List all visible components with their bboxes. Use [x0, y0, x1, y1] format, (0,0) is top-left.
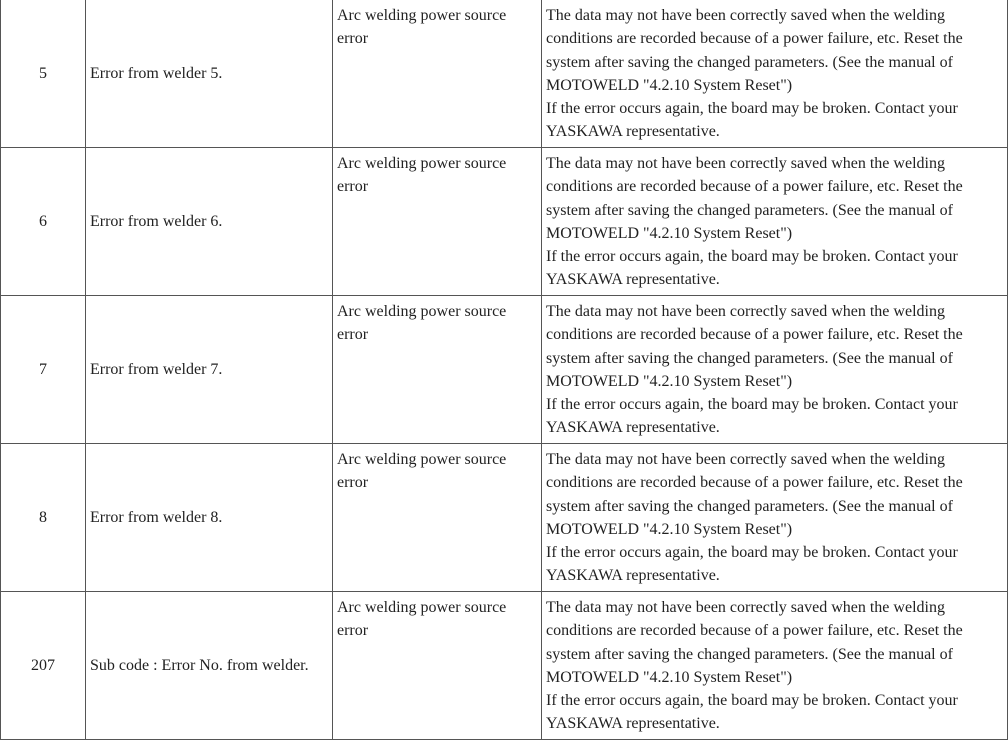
- table-row: [1, 592, 1008, 740]
- remedy-text: The data may not have been correctly saved when the welding conditions are recorded because of a power failure, etc. Reset the system after saving the changed parameters. (See the manual of MOTOWELD "4.2.10 System Reset"): [546, 303, 963, 390]
- remedy-text: The data may not have been correctly saved when the welding conditions are recorded because of a power failure, etc. Reset the system after saving the changed parameters. (See the manual of MOTOWELD "4.2.10 System Reset"): [546, 7, 963, 94]
- remedy-cell: [542, 148, 1008, 296]
- description-cell: Error from welder 5.: [86, 0, 333, 148]
- remedy-contact-text: If the error occurs again, the board may be broken. Contact your YASKAWA representative.: [546, 248, 958, 289]
- remedy-contact-text: If the error occurs again, the board may be broken. Contact your YASKAWA representative.: [546, 396, 958, 437]
- error-type-cell: Arc welding power source error: [333, 148, 542, 296]
- remedy-contact-text: If the error occurs again, the board may be broken. Contact your YASKAWA representative.: [546, 692, 958, 733]
- description-cell: Sub code : Error No. from welder.: [86, 592, 333, 740]
- remedy-cell: [542, 296, 1008, 444]
- remedy-cell: [542, 444, 1008, 592]
- error-type-cell: Arc welding power source error: [333, 444, 542, 592]
- error-type-cell: Arc welding power source error: [333, 296, 542, 444]
- sub-code-cell: 5: [1, 0, 86, 148]
- error-type-cell: Arc welding power source error: [333, 0, 542, 148]
- remedy-contact-text: If the error occurs again, the board may be broken. Contact your YASKAWA representative.: [546, 100, 958, 141]
- remedy-contact-text: If the error occurs again, the board may be broken. Contact your YASKAWA representative.: [546, 544, 958, 585]
- remedy-text: The data may not have been correctly saved when the welding conditions are recorded because of a power failure, etc. Reset the system after saving the changed parameters. (See the manual of MOTOWELD "4.2.10 System Reset"): [546, 155, 963, 242]
- description-cell: Error from welder 7.: [86, 296, 333, 444]
- remedy-text: The data may not have been correctly saved when the welding conditions are recorded because of a power failure, etc. Reset the system after saving the changed parameters. (See the manual of MOTOWELD "4.2.10 System Reset"): [546, 599, 963, 686]
- table-row: [1, 0, 1008, 148]
- error-type-cell: Arc welding power source error: [333, 592, 542, 740]
- table-row: [1, 296, 1008, 444]
- table-row: [1, 444, 1008, 592]
- description-cell: Error from welder 8.: [86, 444, 333, 592]
- remedy-text: The data may not have been correctly saved when the welding conditions are recorded because of a power failure, etc. Reset the system after saving the changed parameters. (See the manual of MOTOWELD "4.2.10 System Reset"): [546, 451, 963, 538]
- sub-code-cell: 8: [1, 444, 86, 592]
- remedy-cell: [542, 0, 1008, 148]
- sub-code-cell: 7: [1, 296, 86, 444]
- remedy-cell: [542, 592, 1008, 740]
- sub-code-cell: 6: [1, 148, 86, 296]
- sub-code-cell: 207: [1, 592, 86, 740]
- description-cell: Error from welder 6.: [86, 148, 333, 296]
- table-row: [1, 148, 1008, 296]
